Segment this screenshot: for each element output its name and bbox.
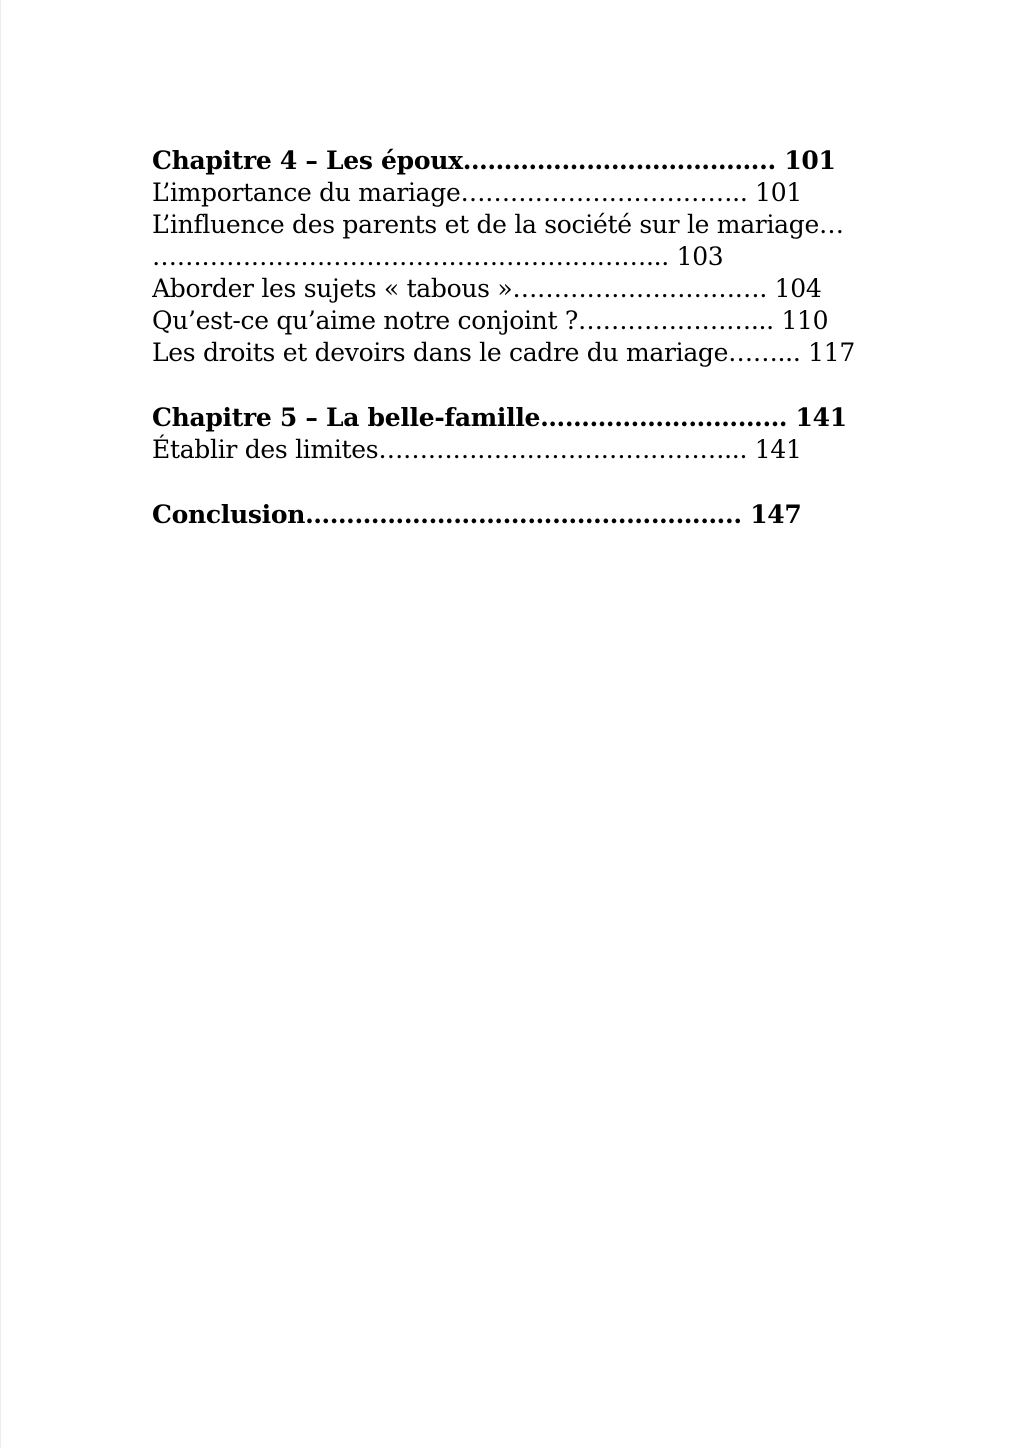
toc-page-number: 101 (784, 146, 836, 175)
toc-leader-dots: …………………………. (512, 274, 775, 303)
toc-page-number: 147 (750, 500, 802, 529)
toc-leader-dots: …………………………………………….. (305, 500, 751, 529)
toc-leader-dots: …………………... (577, 306, 782, 335)
toc-chapter-5-label: Chapitre 5 – La belle-famille (152, 403, 541, 432)
toc-entry (152, 434, 871, 466)
toc-entry-label: Établir des limites (152, 435, 379, 464)
toc-page-number: 141 (754, 435, 802, 464)
toc-page-number: 101 (755, 178, 802, 207)
toc-leader-dots: ……………………………………... (378, 435, 755, 464)
toc-entry-continuation (152, 241, 871, 273)
toc-page-number: 141 (795, 403, 847, 432)
toc-entry-label: L’influence des parents et de la société sur le mariage… (152, 210, 844, 239)
toc-entry (152, 305, 871, 337)
toc-entry-label: Qu’est-ce qu’aime notre conjoint ? (152, 306, 578, 335)
toc-entry-label: L’importance du mariage (152, 178, 461, 207)
toc-entry (152, 177, 871, 209)
toc-leader-dots: ……... (728, 338, 809, 367)
toc-page-number: 103 (676, 242, 724, 271)
section-spacer (152, 466, 871, 499)
toc-conclusion-label: Conclusion (152, 500, 306, 529)
toc-chapter-4-label: Chapitre 4 – Les époux (152, 146, 463, 175)
toc-leader-dots: ……………………………………………………... (152, 242, 677, 271)
toc-conclusion (152, 499, 871, 531)
toc-entry (152, 273, 871, 305)
toc-entry-label: Aborder les sujets « tabous » (152, 274, 513, 303)
toc-leader-dots: …………………………….. (460, 178, 756, 207)
table-of-contents (152, 145, 871, 531)
toc-leader-dots: ……………………………….. (462, 146, 785, 175)
section-spacer (152, 369, 871, 402)
toc-entry (152, 209, 871, 241)
toc-chapter-4 (152, 145, 871, 177)
toc-leader-dots: ………………………… (540, 403, 796, 432)
toc-page-number: 117 (808, 338, 855, 367)
toc-chapter-5 (152, 402, 871, 434)
toc-entry (152, 337, 871, 369)
toc-page-number: 104 (774, 274, 822, 303)
toc-entry-label: Les droits et devoirs dans le cadre du mariage (152, 338, 729, 367)
toc-page-number: 110 (781, 306, 829, 335)
